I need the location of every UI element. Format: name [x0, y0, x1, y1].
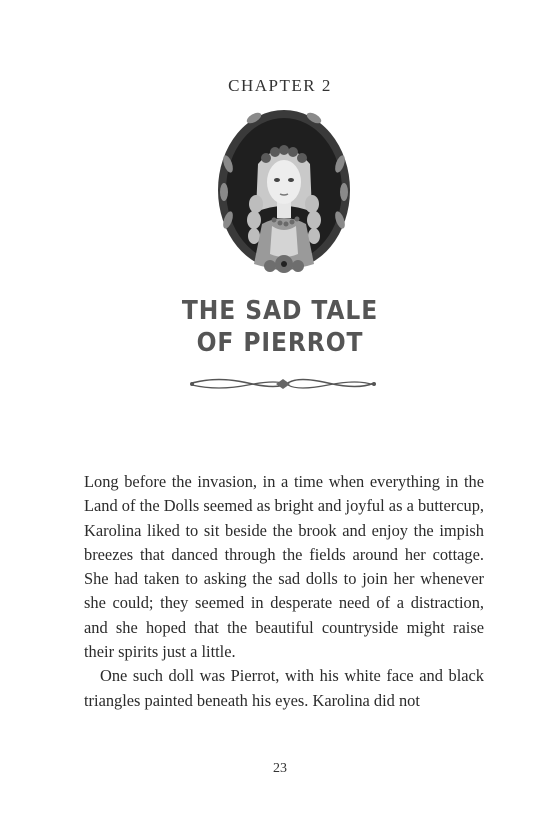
chapter-label: CHAPTER 2	[228, 76, 332, 95]
paragraph-1: Long before the invasion, in a time when everything in the Land of the Dolls seemed as bright and joyful as a buttercup, Karolina liked to sit beside the brook and enjoy the impish breezes that danced through the fields around her cottage. She had taken to asking the sad dolls to join her whenever she could; they seemed in desperate need of a distraction, and she hoped that the beautiful countryside might raise their spirits just a little.	[84, 472, 484, 662]
chapter-title-line-1: THE SAD TALE	[181, 296, 379, 326]
chapter-body-text	[84, 470, 484, 713]
decorative-flourish-divider	[188, 372, 378, 394]
page-number: 23	[273, 761, 287, 776]
chapter-title-line-2: OF PIERROT	[196, 328, 364, 358]
paragraph-2: One such doll was Pierrot, with his white face and black triangles painted beneath his eyes. Karolina did not	[84, 666, 484, 710]
chapter-title	[0, 295, 560, 359]
portrait-illustration	[214, 104, 354, 280]
